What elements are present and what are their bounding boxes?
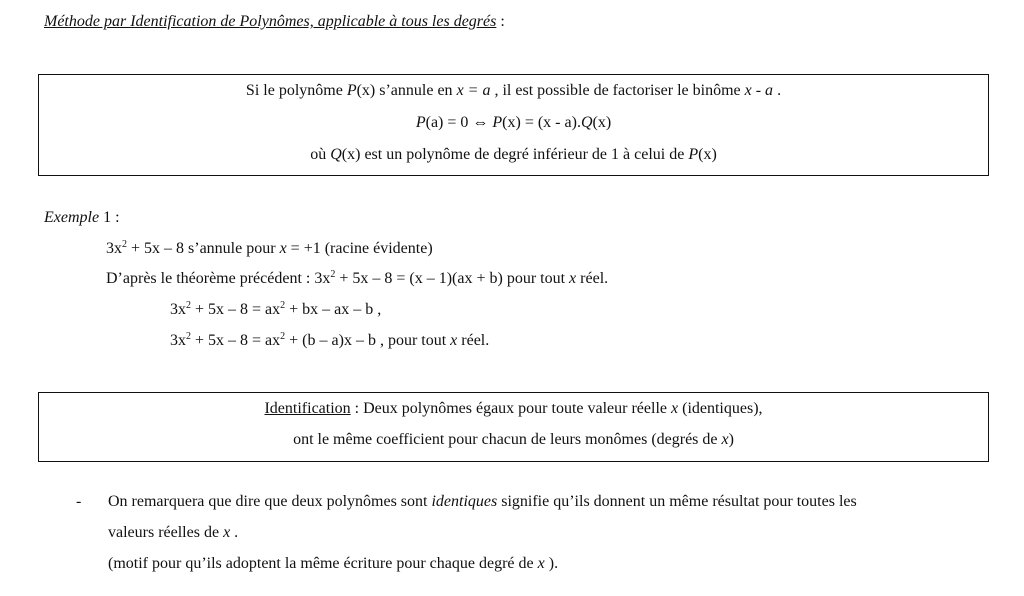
text: est un polynôme de degré inférieur de 1 à celui de: [360, 146, 689, 163]
text: Si le polynôme: [245, 82, 347, 99]
math: Q: [580, 114, 593, 131]
math: 3x: [170, 301, 186, 318]
math: (x): [341, 146, 361, 163]
remark-bullet: -: [76, 493, 82, 510]
math: x: [537, 555, 545, 572]
math: + bx – ax – b ,: [285, 301, 382, 318]
math: x: [721, 431, 729, 448]
math: x: [569, 270, 577, 287]
math: x: [223, 524, 231, 541]
emphasis: identiques: [431, 493, 498, 510]
example-line-1: [106, 239, 433, 259]
theorem-line-3: [39, 145, 988, 165]
math: x: [671, 400, 679, 417]
exponent: 2: [122, 239, 127, 250]
math: P: [346, 82, 357, 99]
math: + 5x – 8 = (x – 1)(ax + b) pour tout: [335, 270, 570, 287]
example-line-3: [170, 300, 381, 320]
equivalence-symbol: ⇔: [472, 114, 489, 131]
remark-line-2: [108, 523, 238, 543]
exponent: 2: [280, 300, 286, 311]
text: (motif pour qu’ils adoptent la même écriture pour chaque degré de: [108, 555, 538, 572]
identification-line-2: [39, 430, 988, 450]
text: .: [230, 524, 239, 541]
identification-box: [38, 392, 989, 462]
example-heading: [44, 208, 120, 228]
text: réel.: [457, 332, 490, 349]
identification-line-1: [39, 399, 988, 419]
math: 3x: [106, 240, 122, 257]
math: x = a: [456, 82, 491, 99]
math: x - a: [744, 82, 774, 99]
math: (x): [356, 82, 376, 99]
math: x: [450, 332, 458, 349]
exponent: 2: [280, 331, 286, 342]
text: ont le même coefficient pour chacun de leurs monômes (degrés de: [293, 431, 722, 448]
text: (identiques),: [678, 400, 763, 417]
text: ): [728, 431, 734, 448]
text: = +1 (racine évidente): [286, 240, 433, 257]
text: + 5x – 8 s’annule pour: [127, 240, 280, 257]
math: (a) = 0: [425, 114, 473, 131]
example-line-2: [106, 269, 608, 289]
text: ).: [544, 555, 559, 572]
text: s’annule en: [375, 82, 457, 99]
math: + 5x – 8 = ax: [191, 301, 281, 318]
example-line-4: [170, 331, 489, 351]
math: 3x: [170, 332, 186, 349]
math: + 5x – 8 = ax: [191, 332, 281, 349]
math: + (b – a)x – b , pour tout: [285, 332, 451, 349]
text: signifie qu’ils donnent un même résultat pour toutes les: [497, 493, 857, 510]
theorem-line-2: [39, 113, 988, 133]
text: : Deux polynômes égaux pour toute valeur réelle: [350, 400, 671, 417]
example-label: Exemple: [44, 209, 100, 226]
math: Q: [330, 146, 342, 163]
identification-label: Identification: [264, 400, 351, 417]
text: .: [773, 82, 782, 99]
math: (x): [698, 146, 717, 163]
page-title: [44, 12, 505, 32]
text: valeurs réelles de: [108, 524, 224, 541]
math: x: [279, 240, 287, 257]
math: P: [688, 146, 699, 163]
exponent: 2: [330, 269, 336, 280]
text: où: [310, 146, 331, 163]
example-number: 1 :: [99, 209, 120, 226]
remark-line-3: [108, 554, 558, 574]
math: (x) = (x - a).: [502, 114, 581, 131]
remark-line-1: [108, 492, 857, 512]
exponent: 2: [186, 300, 191, 311]
math: (x): [592, 114, 612, 131]
exponent: 2: [186, 331, 191, 342]
text: réel.: [576, 270, 609, 287]
theorem-box: [38, 74, 989, 176]
theorem-line-1: [39, 81, 988, 101]
title-text: Méthode par Identification de Polynômes, applicable à tous les degrés: [44, 13, 497, 30]
math: P: [488, 114, 503, 131]
title-suffix: :: [496, 13, 505, 30]
text: On remarquera que dire que deux polynômes sont: [108, 493, 432, 510]
text: , il est possible de factoriser le binôme: [490, 82, 745, 99]
math: P: [415, 114, 426, 131]
text: D’après le théorème précédent : 3x: [106, 270, 331, 287]
